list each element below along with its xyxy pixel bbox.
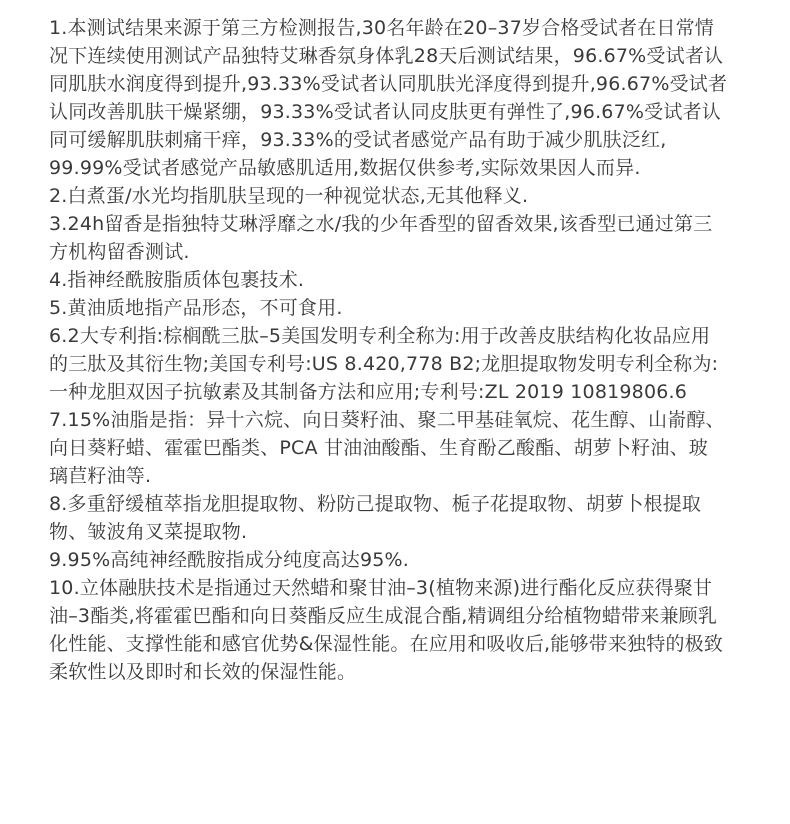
text-line: 璃苣籽油等. [49, 465, 152, 487]
text-line: 3.24h留香是指独特艾琳浮靡之水/我的少年香型的留香效果,该香型已通过第三 [49, 213, 713, 235]
text-line: 8.多重舒缓植萃指龙胆提取物、粉防己提取物、栀子花提取物、胡萝卜根提取 [49, 493, 702, 515]
disclaimer-text-block [49, 0, 774, 686]
text-line: 油–3酯类,将霍霍巴酯和向日葵酯反应生成混合酯,精调组分给植物蜡带来兼顾乳 [49, 605, 718, 627]
text-line: 物、皱波角叉菜提取物. [49, 521, 248, 543]
text-line: 同可缓解肌肤刺痛干痒，93.33%的受试者感觉产品有助于减少肌肤泛红, [49, 129, 667, 151]
text-line: 同肌肤水润度得到提升,93.33%受试者认同肌肤光泽度得到提升,96.67%受试者 [49, 73, 728, 95]
text-line: 化性能、支撑性能和感官优势&保湿性能。在应用和吸收后,能够带来独特的极致 [49, 633, 724, 655]
text-line: 7.15%油脂是指：异十六烷、向日葵籽油、聚二甲基硅氧烷、花生醇、山嵛醇、 [49, 409, 725, 431]
text-line: 的三肽及其衍生物;美国专利号:US 8.420,778 B2;龙胆提取物发明专利全称为: [49, 353, 719, 375]
text-line: 向日葵籽蜡、霍霍巴酯类、PCA 甘油油酸酯、生育酚乙酸酯、胡萝卜籽油、玻 [49, 437, 708, 459]
text-line: 10.立体融肤技术是指通过天然蜡和聚甘油–3(植物来源)进行酯化反应获得聚甘 [49, 577, 713, 599]
text-line: 1.本测试结果来源于第三方检测报告,30名年龄在20–37岁合格受试者在日常情 [49, 17, 714, 39]
text-line: 一种龙胆双因子抗敏素及其制备方法和应用;专利号:ZL 2019 10819806.6 [49, 381, 688, 403]
text-line: 2.白煮蛋/水光均指肌肤呈现的一种视觉状态,无其他释义. [49, 185, 529, 207]
text-line: 况下连续使用测试产品独特艾琳香氛身体乳28天后测试结果，96.67%受试者认 [49, 45, 724, 67]
text-line: 6.2大专利指:棕榈酰三肽–5美国发明专利全称为:用于改善皮肤结构化妆品应用 [49, 325, 711, 347]
text-line: 9.95%高纯神经酰胺指成分纯度高达95%. [49, 549, 410, 571]
text-line: 方机构留香测试. [49, 241, 190, 263]
text-line: 5.黄油质地指产品形态，不可食用. [49, 297, 343, 319]
text-line: 4.指神经酰胺脂质体包裹技术. [49, 269, 305, 291]
text-line: 柔软性以及即时和长效的保湿性能。 [49, 661, 357, 683]
text-line: 99.99%受试者感觉产品敏感肌适用,数据仅供参考,实际效果因人而异. [49, 157, 641, 179]
text-line: 认同改善肌肤干燥紧绷，93.33%受试者认同皮肤更有弹性了,96.67%受试者认 [49, 101, 721, 123]
